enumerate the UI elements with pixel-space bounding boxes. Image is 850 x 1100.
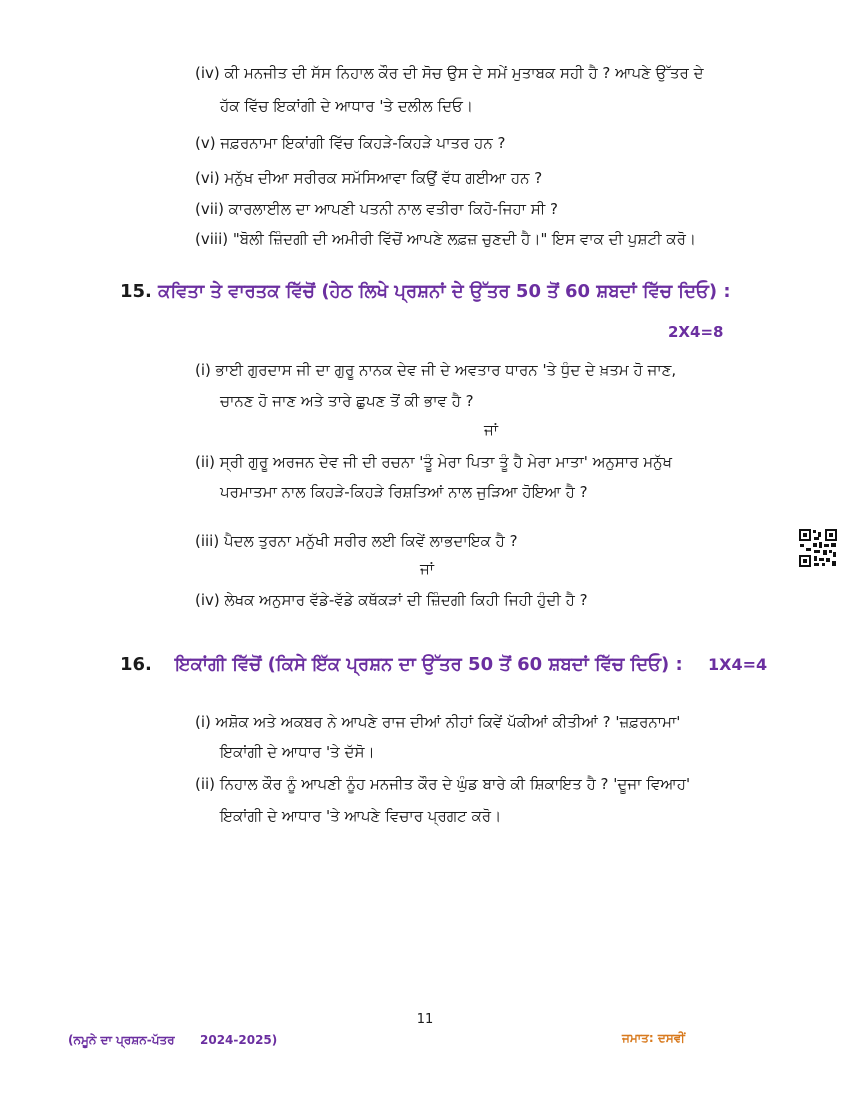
section-15-number: 15. <box>120 281 152 302</box>
section-16-marks: 1X4=4 <box>708 655 768 674</box>
s16-question-i-line-2: ਇਕਾਂਗੀ ਦੇ ਆਧਾਰ 'ਤੇ ਦੱਸੋ। <box>220 743 375 761</box>
page-number: 11 <box>416 1012 434 1027</box>
section-15-heading <box>120 280 731 304</box>
footer-year: 2024-2025) <box>200 1033 278 1047</box>
s16-question-i-line-1: (i) ਅਸ਼ੋਕ ਅਤੇ ਅਕਬਰ ਨੇ ਆਪਣੇ ਰਾਜ ਦੀਆਂ ਨੀਹਾਂ ਕਿਵੇਂ ਪੱਕੀਆਂ ਕੀਤੀਆਂ ? 'ਜ਼ਫ਼ਰਨਾਮਾ' <box>195 713 681 731</box>
s15-question-i-line-2: ਚਾਨਣ ਹੋ ਜਾਣ ਅਤੇ ਤਾਰੇ ਛੁਪਣ ਤੋਂ ਕੀ ਭਾਵ ਹੈ ? <box>220 392 474 410</box>
question-iv-line-2: ਹੱਕ ਵਿੱਚ ਇਕਾਂਗੀ ਦੇ ਆਧਾਰ 'ਤੇ ਦਲੀਲ ਦਿਓ। <box>220 97 473 115</box>
s15-question-iv: (iv) ਲੇਖਕ ਅਨੁਸਾਰ ਵੱਡੇ-ਵੱਡੇ ਕਥੱਕੜਾਂ ਦੀ ਜ਼ਿੰਦਗੀ ਕਿਹੀ ਜਿਹੀ ਹੁੰਦੀ ਹੈ ? <box>195 591 588 609</box>
question-vii: (vii) ਕਾਰਲਾਈਲ ਦਾ ਆਪਣੀ ਪਤਨੀ ਨਾਲ ਵਤੀਰਾ ਕਿਹੋ-ਜਿਹਾ ਸੀ ? <box>195 200 558 218</box>
question-v: (v) ਜਫ਼ਰਨਾਮਾ ਇਕਾਂਗੀ ਵਿੱਚ ਕਿਹੜੇ-ਕਿਹੜੇ ਪਾਤਰ ਹਨ ? <box>195 134 506 152</box>
s15-question-iii: (iii) ਪੈਦਲ ਤੁਰਨਾ ਮਨੁੱਖੀ ਸਰੀਰ ਲਈ ਕਿਵੇਂ ਲਾਭਦਾਇਕ ਹੈ ? <box>195 532 518 550</box>
question-viii: (viii) "ਬੋਲੀ ਜ਼ਿੰਦਗੀ ਦੀ ਅਮੀਰੀ ਵਿੱਚੋਂ ਆਪਣੇ ਲਫ਼ਜ਼ ਚੁਣਦੀ ਹੈ।" ਇਸ ਵਾਕ ਦੀ ਪੁਸ਼ਟੀ ਕਰੋ। <box>195 230 696 248</box>
question-vi: (vi) ਮਨੁੱਖ ਦੀਆ ਸਰੀਰਕ ਸਮੱਸਿਆਵਾ ਕਿਉਂ ਵੱਧ ਗਈਆ ਹਨ ? <box>195 169 543 187</box>
s15-or-2: ਜਾਂ <box>420 560 435 578</box>
section-16-number: 16. <box>120 654 152 675</box>
section-15-marks: 2X4=8 <box>668 323 724 341</box>
question-iv-line-1: (iv) ਕੀ ਮਨਜੀਤ ਦੀ ਸੱਸ ਨਿਹਾਲ ਕੌਰ ਦੀ ਸੋਚ ਉਸ ਦੇ ਸਮੇਂ ਮੁਤਾਬਕ ਸਹੀ ਹੈ ? ਆਪਣੇ ਉੱਤਰ ਦੇ <box>195 64 704 82</box>
footer-class-label: ਜਮਾਤ: ਦਸਵੀਂ <box>622 1031 685 1045</box>
s15-question-ii-line-1: (ii) ਸ੍ਰੀ ਗੁਰੂ ਅਰਜਨ ਦੇਵ ਜੀ ਦੀ ਰਚਨਾ 'ਤੂੰ ਮੇਰਾ ਪਿਤਾ ਤੂੰ ਹੈ ਮੇਰਾ ਮਾਤਾ' ਅਨੁਸਾਰ ਮਨੁੱਖ <box>195 453 673 471</box>
section-16-title: ਇਕਾਂਗੀ ਵਿੱਚੋਂ (ਕਿਸੇ ਇੱਕ ਪ੍ਰਸ਼ਨ ਦਾ ਉੱਤਰ 50 ਤੋਂ 60 ਸ਼ਬਦਾਂ ਵਿੱਚ ਦਿਓ) : <box>175 654 683 675</box>
section-16-title-block <box>175 653 683 677</box>
section-15-title: ਕਵਿਤਾ ਤੇ ਵਾਰਤਕ ਵਿੱਚੋਂ (ਹੇਠ ਲਿਖੇ ਪ੍ਰਸ਼ਨਾਂ ਦੇ ਉੱਤਰ 50 ਤੋਂ 60 ਸ਼ਬਦਾਂ ਵਿੱਚ ਦਿਓ) : <box>158 281 731 302</box>
s16-question-ii-line-2: ਇਕਾਂਗੀ ਦੇ ਆਧਾਰ 'ਤੇ ਆਪਣੇ ਵਿਚਾਰ ਪ੍ਰਗਟ ਕਰੋ। <box>220 807 502 825</box>
qr-code-icon <box>798 528 838 568</box>
footer-sample-paper-label: (ਨਮੂਨੇ ਦਾ ਪ੍ਰਸ਼ਨ-ਪੱਤਰ <box>68 1033 175 1047</box>
s15-question-ii-line-2: ਪਰਮਾਤਮਾ ਨਾਲ ਕਿਹੜੇ-ਕਿਹੜੇ ਰਿਸ਼ਤਿਆਂ ਨਾਲ ਜੁੜਿਆ ਹੋਇਆ ਹੈ ? <box>220 483 588 501</box>
s16-question-ii-line-1: (ii) ਨਿਹਾਲ ਕੌਰ ਨੂੰ ਆਪਣੀ ਨੂੰਹ ਮਨਜੀਤ ਕੌਰ ਦੇ ਘੁੰਡ ਬਾਰੇ ਕੀ ਸ਼ਿਕਾਇਤ ਹੈ ? 'ਦੂਜਾ ਵਿਆਹ' <box>195 775 691 793</box>
s15-or-1: ਜਾਂ <box>484 421 499 439</box>
s15-question-i-line-1: (i) ਭਾਈ ਗੁਰਦਾਸ ਜੀ ਦਾ ਗੁਰੂ ਨਾਨਕ ਦੇਵ ਜੀ ਦੇ ਅਵਤਾਰ ਧਾਰਨ 'ਤੇ ਧੁੰਦ ਦੇ ਖ਼ਤਮ ਹੋ ਜਾਣ, <box>195 361 677 379</box>
section-16-heading <box>120 653 152 677</box>
